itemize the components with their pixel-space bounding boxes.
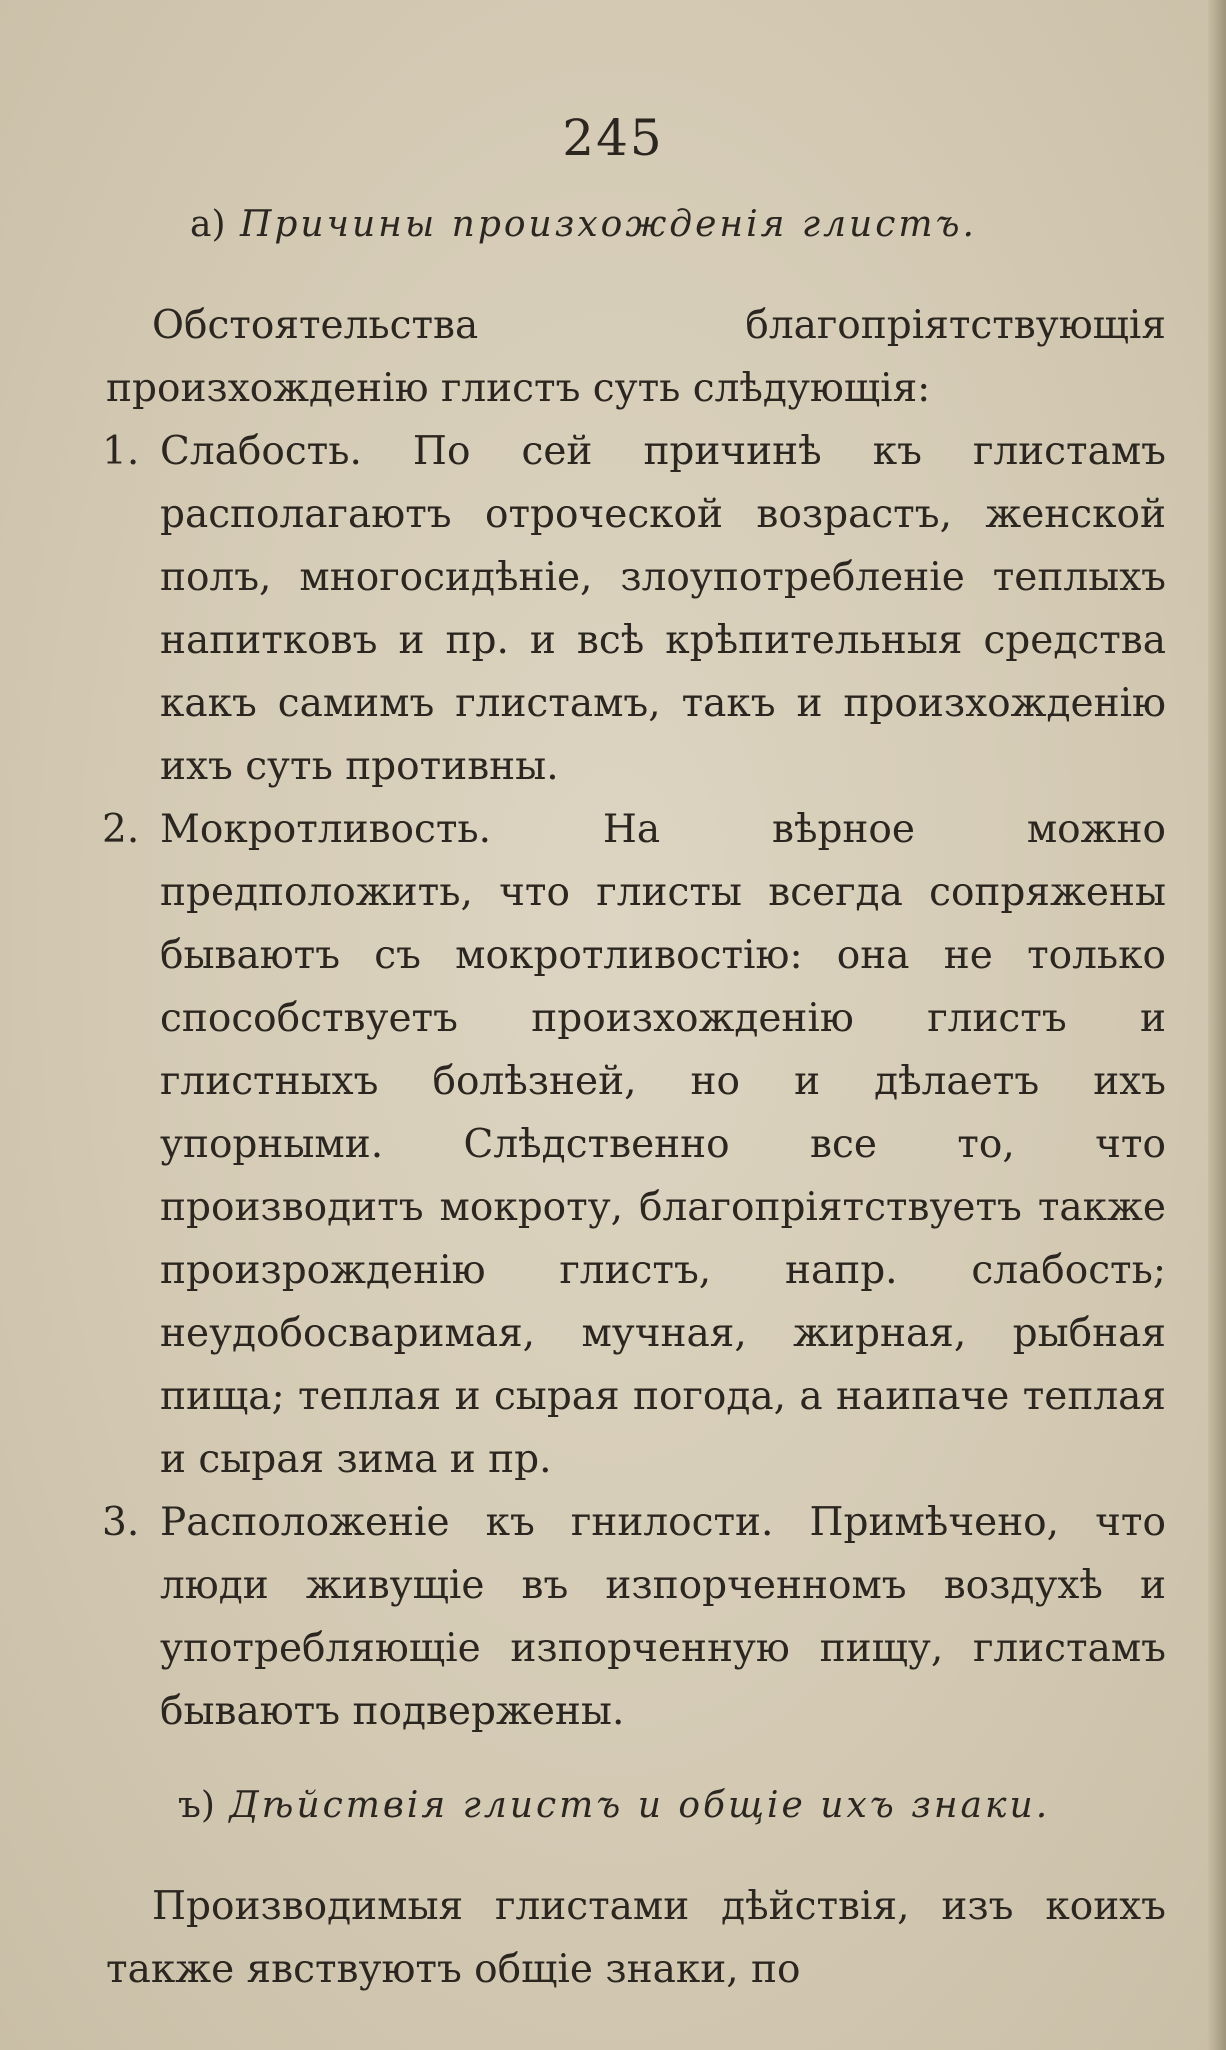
closing-paragraph: Производимыя глистами дѣйствія, изъ коихъ также явствуютъ общіе знаки, по <box>106 1884 1166 1992</box>
list-item-text: Мокротливость. На вѣрное можно предположить, что глисты всегда сопряжены бываютъ съ мокротливостію: она не только способствуетъ произхожденію глистъ и глистныхъ болѣзней, но и дѣлаетъ ихъ упорными. Слѣдственно все то, что производитъ мокроту, благопріятствуетъ также произрожденію глистъ, напр. слабость; неудобосваримая, мучная, жирная, рыбная пища; теплая и сырая погода, а наипаче теплая и сырая зима и пр. <box>160 807 1166 1482</box>
list-item <box>102 1491 1166 1743</box>
list-item <box>102 798 1166 1491</box>
section-heading-a <box>0 200 1226 250</box>
section-heading-b <box>0 1781 1226 1831</box>
list-item-text: Расположеніе къ гнилости. Примѣчено, что люди живущіе въ изпорченномъ воздухѣ и употребляющіе изпорченную пищу, глистамъ бываютъ подвержены. <box>160 1500 1166 1734</box>
list-number: 1. <box>102 429 140 474</box>
section-title: Дѣйствія глистъ и общіе ихъ знаки. <box>229 1785 1051 1826</box>
list-number: 3. <box>102 1500 140 1545</box>
list-item-text: Слабость. По сей причинѣ къ глистамъ располагаютъ отроческой возрастъ, женской полъ, многосидѣніе, злоупотребленіе теплыхъ напитковъ и пр. и всѣ крѣпительныя средства какъ самимъ глистамъ, такъ и произхожденію ихъ суть противны. <box>160 429 1166 789</box>
causes-list <box>0 420 1226 1743</box>
intro-paragraph: Обстоятельства благопріятствующія произхожденію глистъ суть слѣдующія: <box>106 303 1166 411</box>
page-spine-shadow <box>1208 0 1226 2050</box>
list-item <box>102 420 1166 798</box>
page-number: 245 <box>562 109 664 167</box>
section-marker: a) <box>190 204 226 245</box>
section-title: Причины произхожденія глистъ. <box>239 204 977 245</box>
list-number: 2. <box>102 807 140 852</box>
section-marker: ъ) <box>178 1785 215 1826</box>
